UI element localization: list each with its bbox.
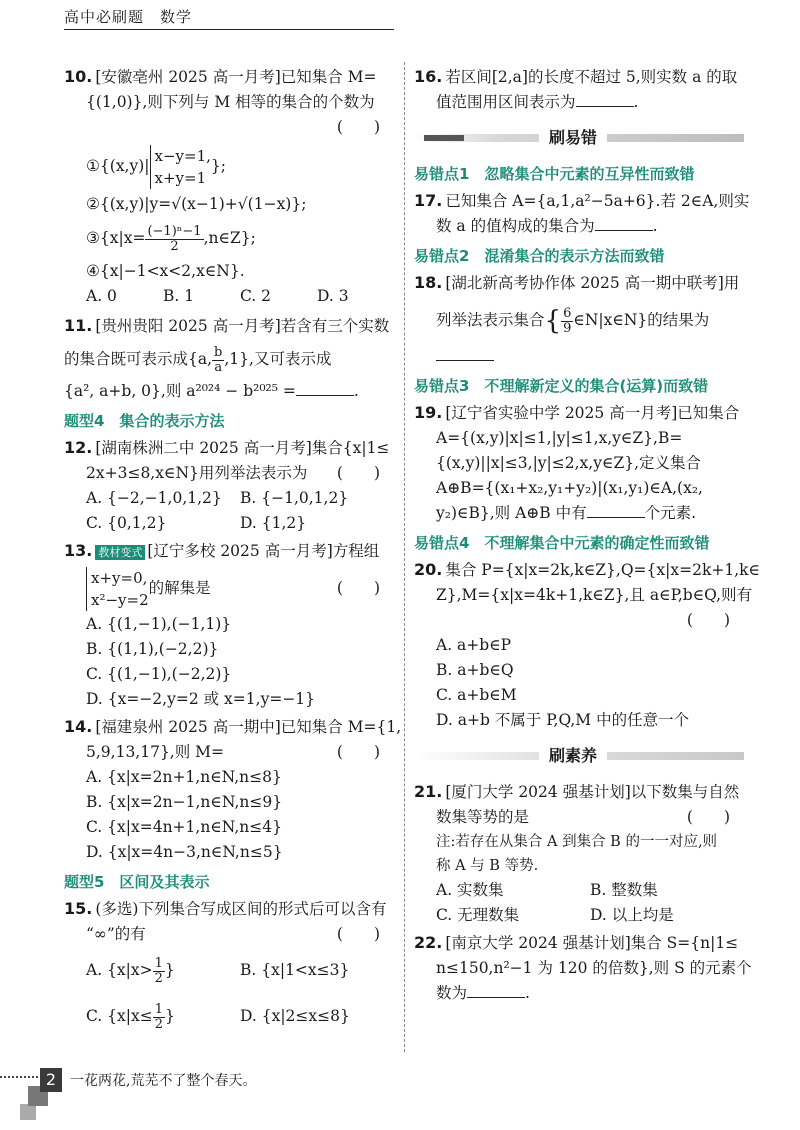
- set-prefix: {(x,y)|: [99, 157, 150, 175]
- choice-c[interactable]: [86, 993, 240, 1039]
- period: .: [353, 382, 359, 400]
- text: 列举法表示集合: [436, 311, 545, 329]
- choice-d[interactable]: D. {x|2≤x≤8}: [240, 1007, 350, 1025]
- choice-a[interactable]: A. a+b∈P: [436, 636, 512, 654]
- denominator: 2: [154, 970, 163, 986]
- equation-system: [150, 145, 211, 189]
- band-marker: [424, 135, 464, 141]
- choice-c[interactable]: C. a+b∈M: [436, 686, 517, 704]
- question-text: [辽宁省实验中学 2025 高一月考]已知集合: [445, 404, 740, 422]
- column-divider: [404, 62, 405, 1052]
- question-text: [414, 296, 744, 344]
- option-2: ②{(x,y)|y=√(x−1)+√(1−x)};: [86, 195, 307, 213]
- question-21: [414, 779, 744, 928]
- choice-a[interactable]: A. {(1,−1),(−1,1)}: [86, 615, 232, 633]
- choices-row: [64, 993, 394, 1039]
- option-label: ③: [86, 229, 100, 247]
- set-brace: {: [544, 306, 562, 336]
- error-point-4: 易错点4 不理解集合中元素的确定性而致错: [414, 534, 710, 552]
- question-number: 22.: [414, 933, 443, 952]
- question-text: 2x+3≤8,x∈N}用列举法表示为: [86, 464, 308, 482]
- question-number: 19.: [414, 403, 443, 422]
- answer-paren: ( ): [336, 743, 380, 761]
- numerator: b: [214, 344, 223, 360]
- question-text: 数集等势的是: [436, 808, 530, 826]
- question-11: [64, 313, 394, 404]
- choice-d[interactable]: D. a+b 不属于 P,Q,M 中的任意一个: [436, 711, 690, 729]
- question-10: [64, 64, 394, 309]
- text: 的解集是: [148, 579, 211, 597]
- fraction: [153, 1003, 165, 1032]
- question-text: A={(x,y)|x|≤1,|y|≤1,x,y∈Z},B=: [436, 429, 683, 447]
- answer-paren: ( ): [336, 579, 380, 597]
- answer-blank[interactable]: [296, 381, 354, 396]
- question-18: [414, 270, 744, 369]
- question-number: 18.: [414, 273, 443, 292]
- choice-b[interactable]: B. {x|x=2n−1,n∈N,n≤9}: [86, 793, 283, 811]
- question-text: [湖南株洲二中 2025 高一月考]集合{x|1≤: [95, 439, 390, 457]
- choice-d[interactable]: D. 3: [317, 287, 349, 305]
- choices-row: [64, 486, 394, 511]
- equation: x−y=1,: [154, 147, 211, 165]
- textbook-variant-tag: 教材变式: [95, 545, 145, 560]
- question-text: 已知集合 A={a,1,a²−5a+6}.若 2∈A,则实: [445, 192, 750, 210]
- denominator: a: [214, 359, 223, 375]
- set-part: ,1}: [224, 350, 250, 368]
- question-12: [64, 435, 394, 536]
- question-text: 5,9,13,17},则 M=: [86, 743, 225, 761]
- choice-a[interactable]: A. 0: [86, 287, 117, 305]
- answer-paren: ( ): [336, 464, 380, 482]
- equation: x²−y=2: [91, 591, 149, 609]
- question-text: A⊕B={(x₁+x₂,y₁+y₂)|(x₁,y₁)∈A,(x₂,: [436, 479, 703, 497]
- question-text: [64, 339, 394, 379]
- choice-b[interactable]: B. a+b∈Q: [436, 661, 514, 679]
- question-text: y₂)∈B},则 A⊕B 中有: [436, 504, 587, 522]
- question-number: 16.: [414, 67, 443, 86]
- question-text: n≤150,n²−1 为 120 的倍数},则 S 的元素个: [436, 959, 752, 977]
- answer-blank[interactable]: [595, 216, 653, 231]
- header-rule: [64, 29, 394, 30]
- question-number: 15.: [64, 899, 93, 918]
- set-suffix: };: [210, 157, 226, 175]
- option-4: ④{x|−1<x<2,x∈N}.: [86, 262, 245, 280]
- question-number: 21.: [414, 782, 443, 801]
- question-text: [辽宁多校 2025 高一月考]方程组: [147, 542, 380, 560]
- question-16: [414, 64, 744, 115]
- answer-blank[interactable]: [587, 503, 645, 518]
- choice-b[interactable]: B. {x|1<x≤3}: [240, 961, 350, 979]
- answer-blank[interactable]: [467, 983, 525, 998]
- right-column: [414, 64, 760, 1006]
- choice-c[interactable]: C. 2: [240, 287, 272, 305]
- question-text: [湖北新高考协作体 2025 高一期中联考]用: [445, 274, 740, 292]
- numerator: 1: [154, 1001, 163, 1017]
- choice-b[interactable]: B. 1: [163, 287, 195, 305]
- question-20: [414, 557, 760, 733]
- numerator: 6: [563, 305, 572, 321]
- question-text: [64, 564, 394, 612]
- band-literacy: [414, 739, 744, 773]
- numerator: (−1)ⁿ−1: [147, 223, 202, 239]
- question-number: 13.: [64, 541, 93, 560]
- question-text: 数为: [436, 984, 468, 1002]
- option-3: [64, 217, 394, 259]
- equation: x+y=1: [154, 169, 207, 187]
- answer-blank[interactable]: [436, 346, 494, 361]
- section-heading-4: 题型4 集合的表示方法: [64, 412, 225, 430]
- choice-a[interactable]: A. {x|x=2n+1,n∈N,n≤8}: [86, 768, 282, 786]
- choices: [64, 284, 394, 309]
- question-text: {a², a+b, 0},则 a²⁰²⁴ − b²⁰²⁵ =: [64, 382, 296, 400]
- text: ∈N|x∈N}的结果为: [573, 311, 710, 329]
- text: A. {x|x>: [86, 961, 153, 979]
- answer-paren: ( ): [336, 925, 380, 943]
- choices-row: [414, 903, 744, 928]
- question-text: 值范围用区间表示为: [436, 93, 576, 111]
- set-suffix: ,n∈Z};: [203, 229, 256, 247]
- question-text: (多选)下列集合写成区间的形式后可以含有: [95, 900, 387, 918]
- fraction: [212, 346, 224, 375]
- text: 的集合既可表示成: [64, 350, 189, 368]
- question-text: 若区间[2,a]的长度不超过 5,则实数 a 的取: [445, 68, 738, 86]
- footer-motto: 一花两花,荒芜不了整个春天。: [70, 1073, 257, 1089]
- choice-d[interactable]: D. {1,2}: [240, 514, 307, 532]
- choice-c[interactable]: C. {x|x=4n+1,n∈N,n≤4}: [86, 818, 282, 836]
- answer-blank[interactable]: [576, 92, 634, 107]
- question-text: 个元素.: [644, 504, 697, 522]
- option-label: ①: [86, 157, 100, 175]
- choice-d[interactable]: D. {x|x=4n−3,n∈N,n≤5}: [86, 843, 283, 861]
- denominator: 2: [170, 238, 179, 254]
- period: .: [525, 984, 530, 1002]
- set-part: {a,: [188, 350, 213, 368]
- question-text: {(x,y)||x|≤3,|y|≤2,x,y∈Z},定义集合: [436, 454, 701, 472]
- band-title: 刷易错: [539, 125, 607, 148]
- question-text: [福建泉州 2025 高一期中]已知集合 M={1,: [95, 718, 402, 736]
- question-22: [414, 930, 752, 1006]
- section-heading-5: 题型5 区间及其表示: [64, 873, 210, 891]
- question-number: 12.: [64, 438, 93, 457]
- page-number: 2: [40, 1068, 62, 1092]
- question-17: [414, 188, 750, 239]
- choice-d[interactable]: D. 以上均是: [590, 906, 674, 924]
- text: C. {x|x≤: [86, 1007, 153, 1025]
- question-text: 集合 P={x|x=2k,k∈Z},Q={x|x=2k+1,k∈: [445, 561, 760, 579]
- running-header: 高中必刷题 数学: [64, 8, 193, 26]
- question-text: Z},M={x|x=4k+1,k∈Z},且 a∈P,b∈Q,则有: [436, 586, 753, 604]
- choice-c[interactable]: C. {(1,−1),(−2,2)}: [86, 665, 232, 683]
- text: }: [164, 961, 175, 979]
- fraction: [153, 957, 165, 986]
- band-title: 刷素养: [539, 743, 607, 766]
- choice-b[interactable]: B. {−1,0,1,2}: [240, 489, 349, 507]
- choice-a[interactable]: A. {−2,−1,0,1,2}: [86, 489, 222, 507]
- question-text: {(1,0)},则下列与 M 相等的集合的个数为: [86, 93, 375, 111]
- question-text: [南京大学 2024 强基计划]集合 S={n|1≤: [445, 934, 739, 952]
- denominator: 9: [563, 320, 572, 336]
- set-prefix: {x|x=: [99, 229, 146, 247]
- question-text: “∞”的有: [86, 925, 146, 943]
- question-15: [64, 896, 394, 1039]
- answer-paren: ( ): [686, 808, 730, 826]
- note-text: 注:若存在从集合 A 到集合 B 的一一对应,则: [436, 834, 718, 850]
- error-point-2: 易错点2 混淆集合的表示方法而致错: [414, 247, 665, 265]
- choices-row: [64, 511, 394, 536]
- question-19: [414, 400, 744, 526]
- page-footer: [0, 1066, 800, 1130]
- choices-row: [414, 878, 744, 903]
- choice-b[interactable]: B. {(1,1),(−2,2)}: [86, 640, 219, 658]
- question-14: [64, 714, 402, 865]
- fraction: [145, 225, 203, 254]
- question-13: [64, 538, 394, 712]
- choices-row: [64, 947, 394, 993]
- question-number: 11.: [64, 316, 93, 335]
- left-column: [64, 64, 402, 1039]
- denominator: 2: [154, 1016, 163, 1032]
- question-number: 17.: [414, 191, 443, 210]
- choice-b[interactable]: B. 整数集: [590, 881, 658, 899]
- answer-paren: ( ): [336, 118, 380, 136]
- equation: x+y=0,: [91, 569, 148, 587]
- question-text: [厦门大学 2024 强基计划]以下数集与自然: [445, 783, 740, 801]
- question-text: [安徽亳州 2025 高一月考]已知集合 M=: [95, 68, 377, 86]
- footer-square: [20, 1104, 36, 1120]
- text: }: [165, 1007, 175, 1025]
- band-error-prone: [414, 121, 744, 155]
- question-number: 10.: [64, 67, 93, 86]
- note-text: 称 A 与 B 等势.: [436, 858, 539, 874]
- period: .: [633, 93, 639, 111]
- choice-c[interactable]: C. 无理数集: [436, 906, 520, 924]
- error-point-1: 易错点1 忽略集合中元素的互异性而致错: [414, 165, 695, 183]
- equation-system: [86, 567, 149, 611]
- choice-a[interactable]: A. 实数集: [436, 881, 504, 899]
- choice-c[interactable]: C. {0,1,2}: [86, 514, 167, 532]
- question-text: 数 a 的值构成的集合为: [436, 217, 595, 235]
- choice-d[interactable]: D. {x=−2,y=2 或 x=1,y=−1}: [86, 690, 316, 708]
- error-point-3: 易错点3 不理解新定义的集合(运算)而致错: [414, 377, 709, 395]
- answer-paren: ( ): [686, 611, 730, 629]
- fraction: [561, 307, 573, 336]
- text: ,又可表示成: [249, 350, 332, 368]
- question-number: 14.: [64, 717, 93, 736]
- numerator: 1: [154, 955, 163, 971]
- question-text: [贵州贵阳 2025 高一月考]若含有三个实数: [95, 317, 390, 335]
- period: .: [652, 217, 658, 235]
- footer-dots: [0, 1076, 38, 1078]
- question-number: 20.: [414, 560, 443, 579]
- choice-a[interactable]: [86, 947, 240, 993]
- option-1: [64, 140, 394, 192]
